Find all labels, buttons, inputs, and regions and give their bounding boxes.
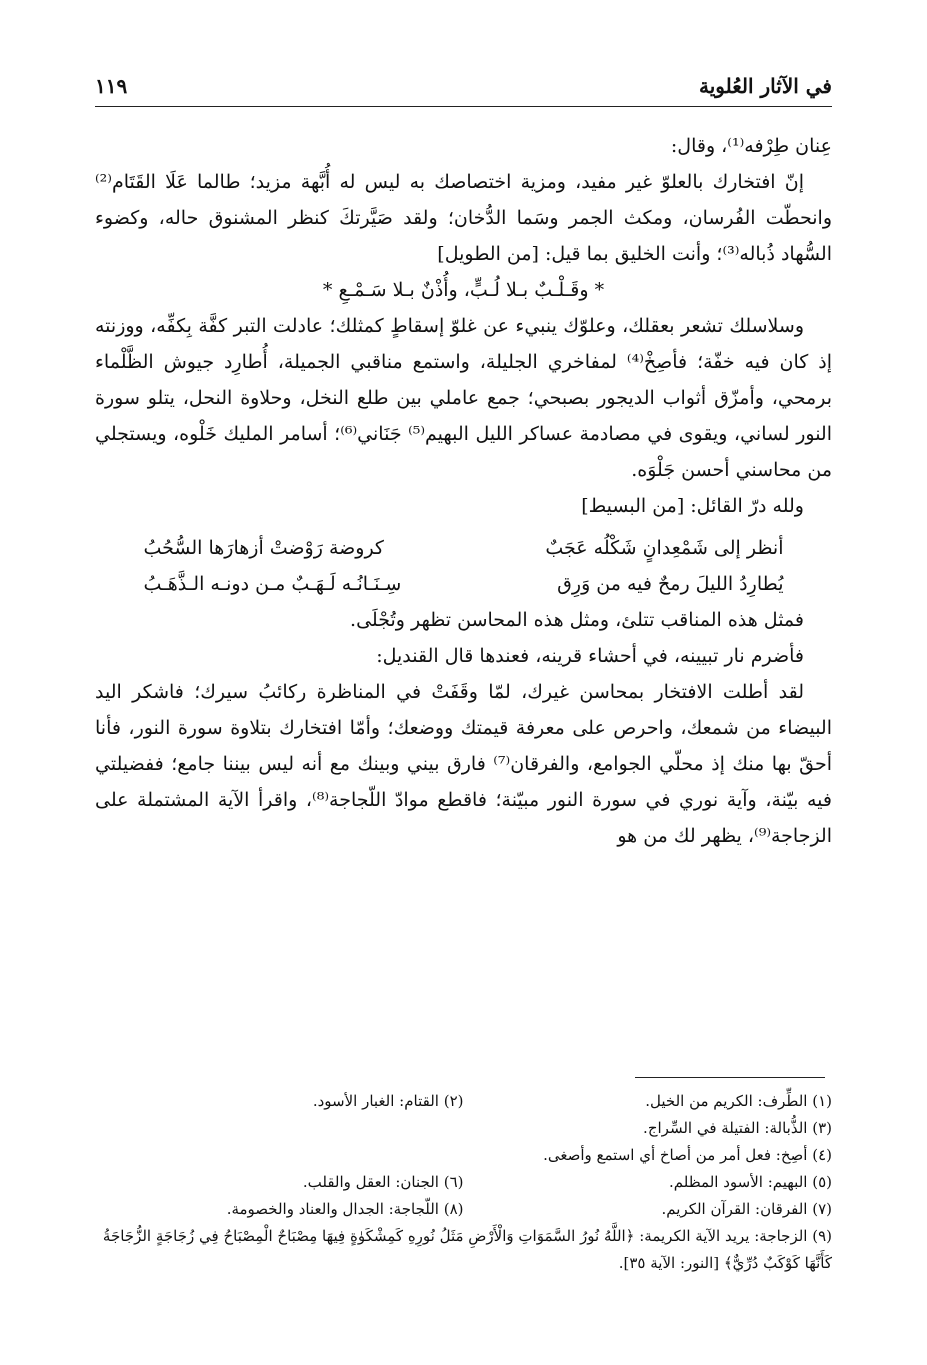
paragraph-3: وسلاسلك تشعر بعقلك، وعلوّك ينبيء عن غلوّ إسقاطٍ كمثلك؛ عادلت التبر كفَّة بِكفِّه، ووزنته إذ كان فيه خفّة؛ فأصِخْ⁽⁴⁾ لمفاخري الجليلة، واستمع مناقبي الجميلة، أُطارِد جيوش الظَّلْماء برمحي، وأمزّق أثواب الديجور بصبحي؛ جمع عاملي بين طلع النخل، وحلاوة النحل، يتلو سورة النور لساني، ويقوى في مصادمة عساكر الليل البهيم⁽⁵⁾ جَنَاني⁽⁶⁾؛ أسامر المليك خَلْوه، ويستجلي من محاسني أحسن جَلْوَه. [95, 315, 833, 481]
paragraph-4: ولله درّ القائل: [من البسيط] [581, 495, 804, 517]
footnote-row [95, 1088, 832, 1115]
page-number: ١١٩ [95, 74, 128, 98]
footnote-2: (٢) القتام: الغبار الأسود. [312, 1092, 464, 1110]
footnote-row [95, 1169, 832, 1196]
footnote-row [95, 1196, 832, 1223]
header-rule [95, 106, 832, 107]
main-text [95, 128, 832, 854]
poem-first-hemistich: أنظر إلى شَمْعِدانٍ شَكْلُه عَجَبٌ [545, 537, 784, 559]
paragraph-2: إنّ افتخارك بالعلوّ غير مفيد، ومزية اختصاصك به ليس له أُبَّهة مزيد؛ طالما عَلَا القَتَام⁽²⁾ وانحطّت الفُرسان، ومكث الجمر وسَما الدُّخان؛ ولقد صَيَّرتكَ كنظر المشنوق حاله، وكضوء السُّهاد ذُباله⁽³⁾؛ وأنت الخليق بما قيل: [من الطويل] [95, 171, 832, 265]
verse-line: * وقَـلْـبٌ بـلا لُـبٍّ، وأُذْنٌ بـلا سَـمْـعِ * [322, 279, 605, 301]
footnote-row [95, 1115, 832, 1142]
footnote-7: (٧) الفرقان: القرآن الكريم. [661, 1200, 832, 1218]
paragraph-1: عِنان طِرْفه⁽¹⁾، وقال: [670, 135, 832, 157]
poem-verse [144, 566, 784, 602]
footnote-9: (٩) الزجاجة: يريد الآية الكريمة: ﴿اللَّهُ نُورُ السَّمَوَاتِ وَالْأَرْضِ مَثَلُ نُورِهِ كَمِشْكَوٰةٍ فِيهَا مِصْبَاحٌ الْمِصْبَاحُ فِي زُجَاجَةٍ الزُّجَاجَةُ كَأَنَّهَا كَوْكَبٌ دُرِّيٌّ﴾ [النور: الآية ٣٥]. [102, 1227, 832, 1272]
footnote-8: (٨) اللّجاجة: الجدال والعناد والخصومة. [226, 1200, 464, 1218]
poem-second-hemistich: كروضة رَوْضتْ أزهارَها السُّحُبُ [143, 537, 384, 559]
poem [144, 530, 784, 602]
footnote-5: (٥) البهيم: الأسود المظلم. [669, 1173, 832, 1191]
footnote-3: (٣) الذُّبالة: الفتيلة في السِّراج. [643, 1119, 832, 1137]
poem-verse [144, 530, 784, 566]
paragraph-6: فأضرم نار تبيينه، في أحشاء قرينه، فعندها قال القنديل: [376, 645, 804, 667]
paragraph-7: لقد أطلت الافتخار بمحاسن غيرك، لمّا وقَفَتْ في المناظرة ركائبُ سيرك؛ فاشكر اليد البيضاء من شمعك، واحرص على معرفة قيمتك ووضعك؛ وأمّا افتخارك بتلاوة سورة النور، فأنا أحقّ بها منك إذ محلّي الجوامع، والفرقان⁽⁷⁾ فارق بيني وبينك مع أنه ليس بيننا جامع؛ ففضيلتي فيه بيّنة، وآية نوري في سورة النور مبيّنة؛ فاقطع موادّ اللّجاجة⁽⁸⁾، واقرأ الآية المشتملة على الزجاجة⁽⁹⁾، يظهر لك من هو [95, 681, 832, 847]
paragraph-5: فمثل هذه المناقب تتلئ، ومثل هذه المحاسن تظهر وتُجْلَى. [350, 609, 804, 631]
footnote-6: (٦) الجنان: العقل والقلب. [302, 1173, 464, 1191]
page-header [95, 66, 832, 106]
footnote-rule [635, 1077, 825, 1078]
poem-first-hemistich: يُطارِدُ الليلَ رمحٌ فيه من وَرِق [557, 573, 784, 595]
footnotes [95, 1088, 832, 1277]
footnote-row [95, 1142, 832, 1169]
poem-second-hemistich: سِـنَـانُـه لَـهَـبٌ مـن دونـه الـذَّهَـبُ [143, 573, 402, 595]
footnote-1: (١) الطِّرف: الكريم من الخيل. [645, 1092, 832, 1110]
running-title: في الآثار العُلوية [699, 74, 832, 98]
footnote-4: (٤) أصِخ: فعل أمر من أصاخ أي استمع وأصغى. [543, 1146, 832, 1164]
footnote-row [95, 1223, 832, 1277]
